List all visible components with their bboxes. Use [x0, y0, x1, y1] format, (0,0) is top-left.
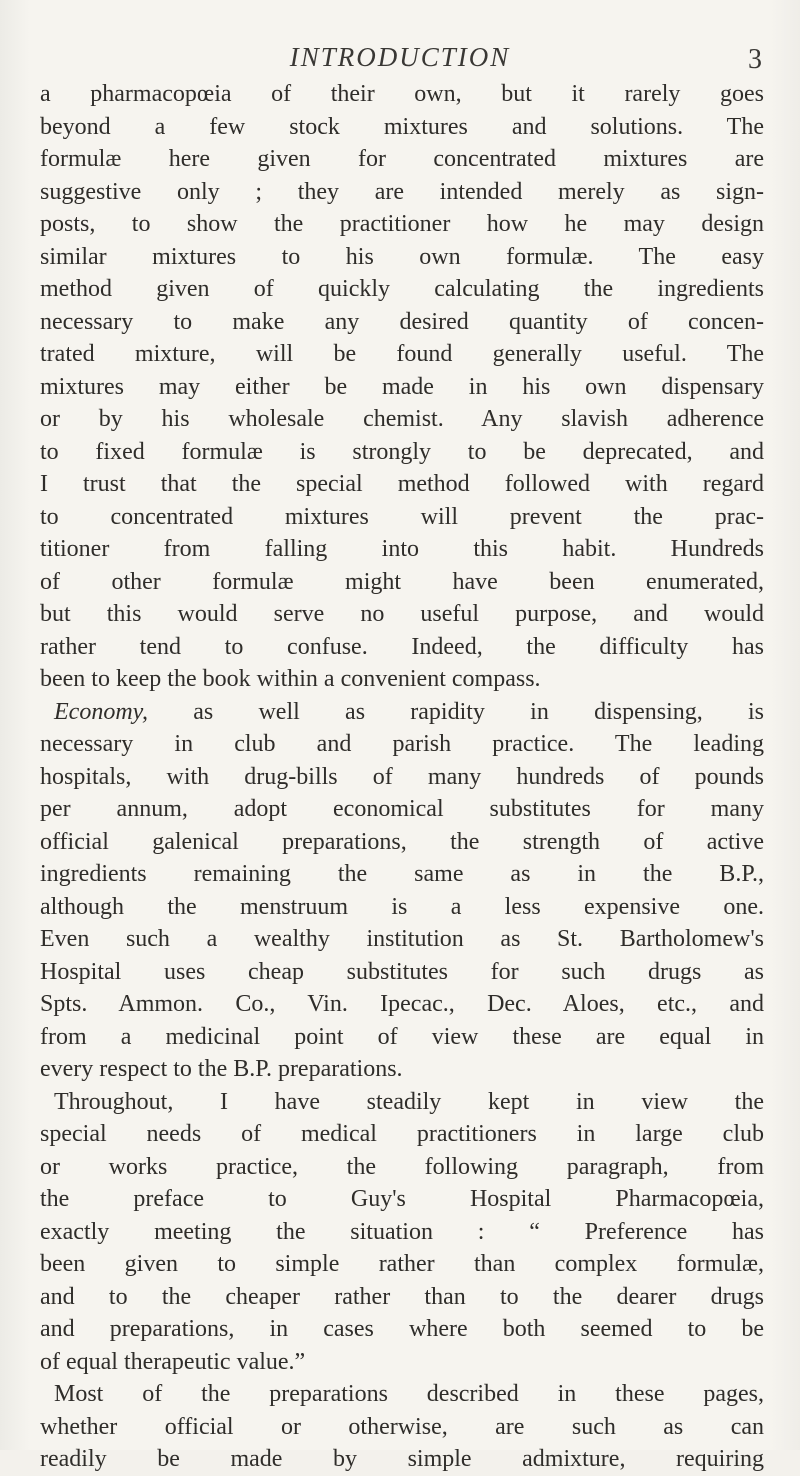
text-line: official galenical preparations, the strength of active: [40, 828, 764, 855]
text-line: every respect to the B.P. preparations.: [40, 1056, 403, 1082]
text-line: but this would serve no useful purpose, and would: [40, 601, 764, 627]
text-line: I trust that the special method followed with regard: [40, 471, 764, 497]
text-line: trated mixture, will be found generally useful. The: [40, 341, 764, 367]
text-line: posts, to show the practitioner how he may design: [40, 211, 764, 237]
text-line: Hospital uses cheap substitutes for such drugs as: [40, 958, 764, 985]
running-title: INTRODUCTION: [289, 42, 511, 72]
text-line: necessary in club and parish practice. The leading: [40, 731, 764, 757]
text-line: whether official or otherwise, are such as can: [40, 1413, 764, 1440]
text-line: titioner from falling into this habit. Hundreds: [40, 536, 764, 562]
text-line: necessary to make any desired quantity of concen-: [40, 308, 764, 335]
text-line: a pharmacopœia of their own, but it rarely goes: [40, 81, 764, 107]
page-number: 3: [748, 44, 762, 75]
text-line: hospitals, with drug-bills of many hundreds of pounds: [40, 763, 764, 790]
text-line: ingredients remaining the same as in the B.P.,: [40, 861, 764, 887]
text-line: mixtures may either be made in his own dispensary: [40, 373, 764, 400]
text-line: and preparations, in cases where both seemed to be: [40, 1316, 764, 1342]
text-line: beyond a few stock mixtures and solutions. The: [40, 113, 764, 140]
text-line: rather tend to confuse. Indeed, the difficulty has: [40, 633, 764, 660]
italic-word: Economy,: [54, 698, 148, 725]
text-line: per annum, adopt economical substitutes for many: [40, 796, 764, 822]
text-line-rest: as well as rapidity in dispensing, is: [193, 698, 764, 725]
text-line: Spts. Ammon. Co., Vin. Ipecac., Dec. Aloes, etc., and: [40, 991, 764, 1017]
text-line: suggestive only ; they are intended merely as sign-: [40, 178, 764, 205]
text-line: Most of the preparations described in these pages,: [54, 1381, 764, 1407]
text-line: the preface to Guy's Hospital Pharmacopœia,: [40, 1186, 764, 1212]
text-line: method given of quickly calculating the ingredients: [40, 276, 764, 302]
text-line: formulæ here given for concentrated mixtures are: [40, 146, 764, 172]
text-line: from a medicinal point of view these are equal in: [40, 1023, 764, 1050]
text-line: been to keep the book within a convenient compass.: [40, 666, 541, 692]
text-line: and to the cheaper rather than to the dearer drugs: [40, 1283, 764, 1310]
text-line: to concentrated mixtures will prevent the prac-: [40, 503, 764, 530]
text-line: or works practice, the following paragraph, from: [40, 1153, 764, 1180]
text-line: exactly meeting the situation : “ Preference has: [40, 1218, 764, 1245]
text-line: although the menstruum is a less expensive one.: [40, 893, 764, 920]
running-header: [0, 42, 800, 82]
text-line: to fixed formulæ is strongly to be deprecated, and: [40, 438, 764, 465]
text-line: Throughout, I have steadily kept in view the: [54, 1088, 764, 1115]
text-line: similar mixtures to his own formulæ. The easy: [40, 243, 764, 270]
text-line: been given to simple rather than complex formulæ,: [40, 1251, 764, 1277]
body-text: [40, 78, 764, 1476]
text-line: Even such a wealthy institution as St. Bartholomew's: [40, 926, 764, 952]
text-line: or by his wholesale chemist. Any slavish adherence: [40, 406, 764, 432]
text-line: of other formulæ might have been enumerated,: [40, 568, 764, 595]
text-line: readily be made by simple admixture, requiring: [40, 1446, 764, 1472]
text-line: of equal therapeutic value.”: [40, 1348, 306, 1375]
text-line: special needs of medical practitioners in large club: [40, 1121, 764, 1147]
text-line-economy: [40, 696, 764, 729]
